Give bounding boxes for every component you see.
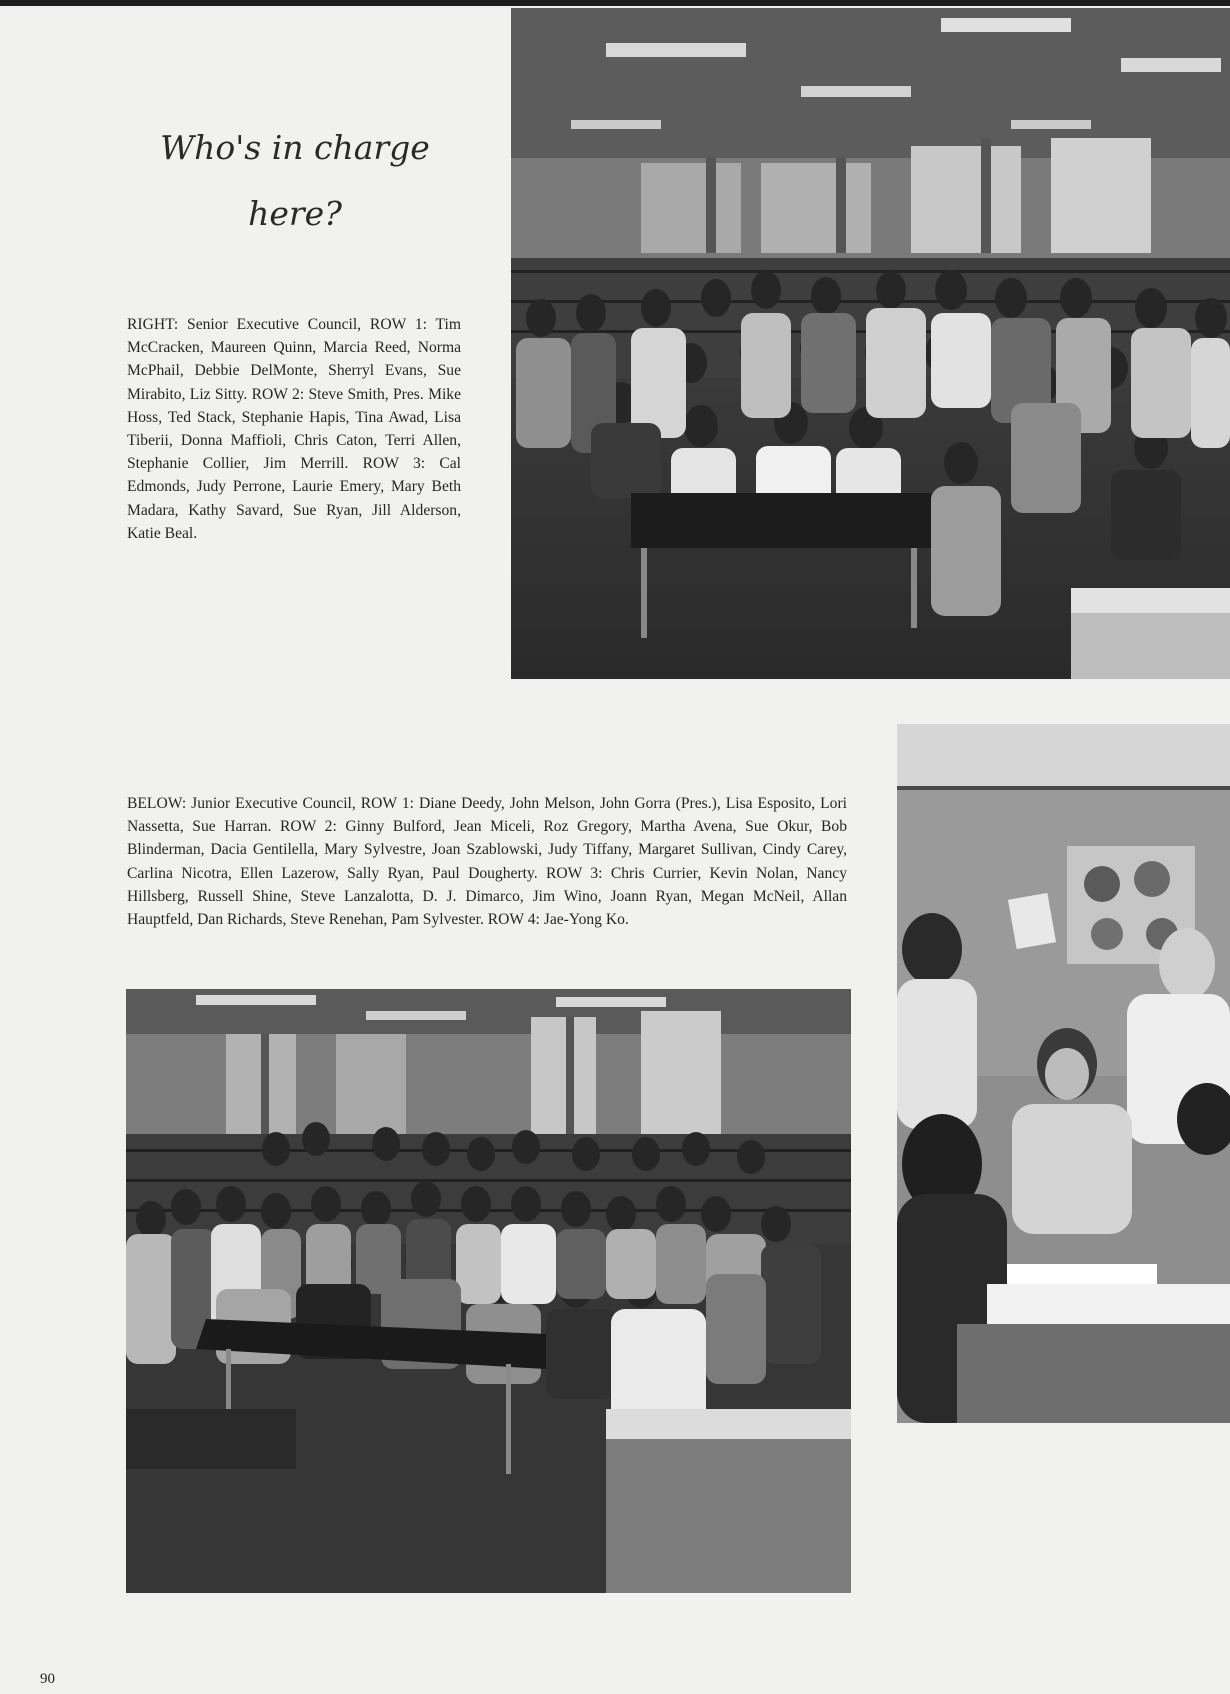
top-rule — [0, 0, 1230, 6]
page-number: 90 — [40, 1671, 55, 1687]
heading-line-1: Who's in charge — [160, 128, 430, 167]
page-heading — [150, 115, 440, 247]
candid-classroom-photo — [897, 724, 1230, 1423]
junior-council-photo — [126, 989, 851, 1593]
senior-council-caption: RIGHT: Senior Executive Council, ROW 1: Tim McCracken, Maureen Quinn, Marcia Reed, Norma McPhail, Debbie DelMonte, Sherryl Evans, Sue Mirabito, Liz Sitty. ROW 2: Steve Smith, Pres. Mike Hoss, Ted Stack, Stephanie Hapis, Tina Awad, Lisa Tiberii, Donna Maffioli, Chris Caton, Terri Allen, Stephanie Collier, Jim Merrill. ROW 3: Cal Edmonds, Judy Perrone, Laurie Emery, Mary Beth Madara, Kathy Savard, Sue Ryan, Jill Alderson, Katie Beal. — [127, 316, 461, 542]
senior-council-photo — [511, 8, 1230, 679]
heading-line-2: here? — [248, 194, 342, 233]
junior-council-caption: BELOW: Junior Executive Council, ROW 1: Diane Deedy, John Melson, John Gorra (Pres.), Lisa Esposito, Lori Nassetta, Sue Harran. ROW 2: Ginny Bulford, Jean Miceli, Roz Gregory, Martha Avena, Sue Okur, Bob Blinderman, Dacia Gentilella, Mary Sylvestre, Joan Szablowski, Judy Tiffany, Margaret Sullivan, Cindy Carey, Carlina Nicotra, Ellen Lazerow, Sally Ryan, Paul Dougherty. ROW 3: Chris Currier, Kevin Nolan, Nancy Hillsberg, Russell Shine, Steve Lanzalotta, D. J. Dimarco, Jim Wino, Joann Ryan, Megan McNeil, Allan Hauptfeld, Dan Richards, Steve Renehan, Pam Sylvester. ROW 4: Jae-Yong Ko. — [127, 795, 847, 929]
